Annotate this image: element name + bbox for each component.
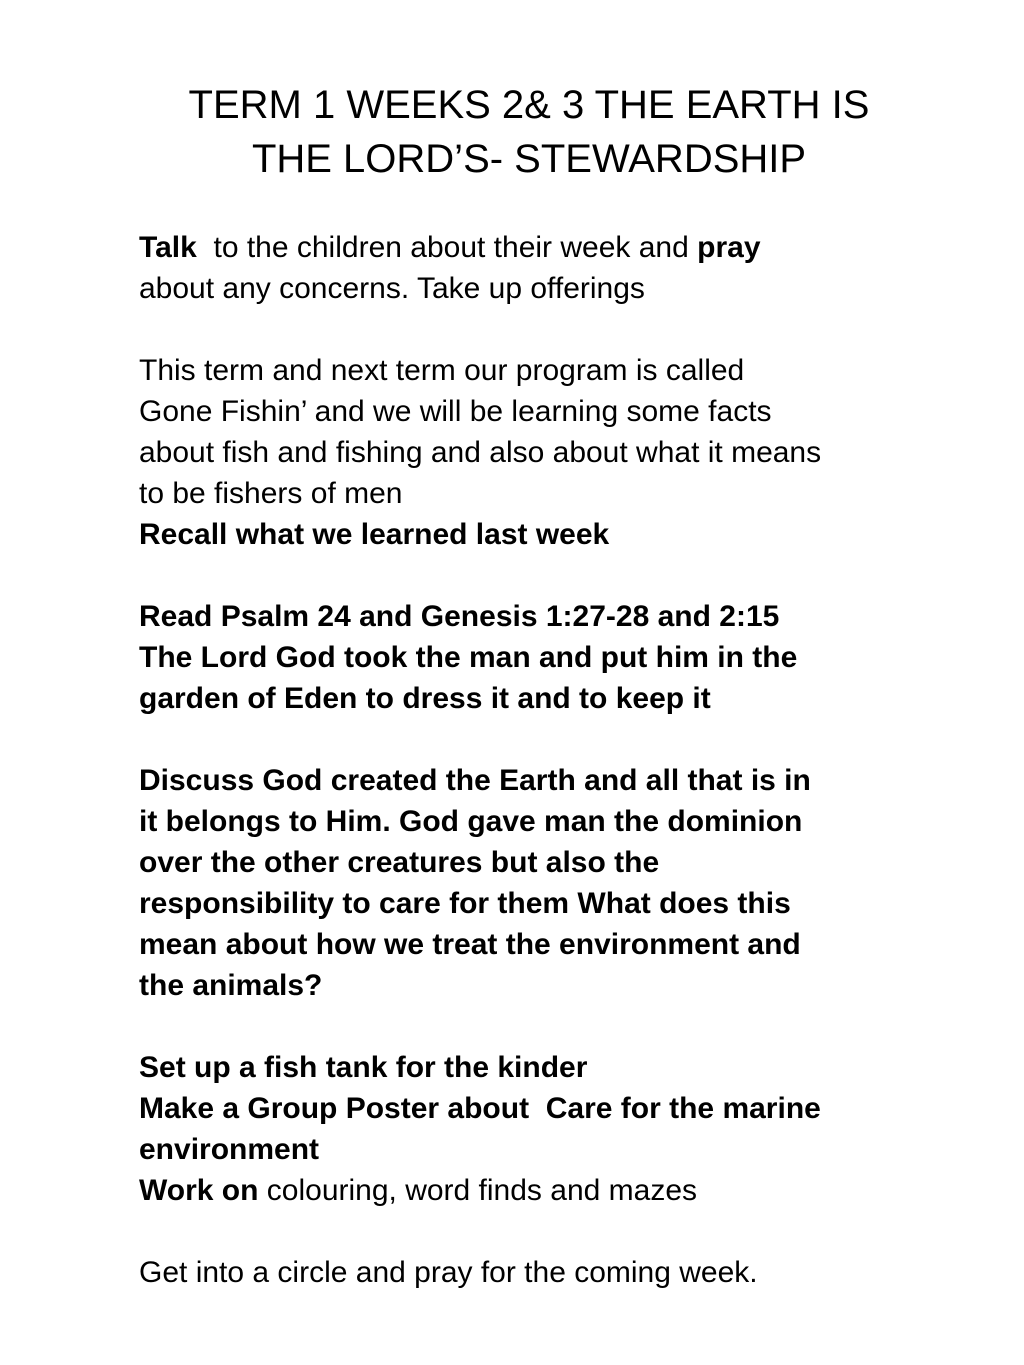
spacer (139, 1211, 939, 1252)
program-line-4: to be fishers of men (139, 477, 403, 510)
talk-keyword: Talk (139, 231, 197, 264)
pray-keyword: pray (697, 231, 761, 264)
page-title (100, 78, 958, 186)
work-on-line (139, 1170, 939, 1211)
program-line-3: about fish and fishing and also about what it means (139, 436, 822, 469)
poster-line-1: Make a Group Poster about Care for the marine (139, 1092, 821, 1125)
spacer (139, 309, 939, 350)
discuss-line-3: over the other creatures but also the (139, 846, 660, 879)
poster-line-2: environment (139, 1133, 320, 1166)
title-line-1: TERM 1 WEEKS 2& 3 THE EARTH IS (188, 83, 870, 127)
discuss-line-2: it belongs to Him. God gave man the dominion (139, 805, 803, 838)
closing-line: Get into a circle and pray for the coming week. (139, 1256, 758, 1289)
reading-line-3: garden of Eden to dress it and to keep it (139, 682, 711, 715)
reading-line-2: The Lord God took the man and put him in the (139, 641, 798, 674)
discuss-line-4: responsibility to care for them What does this (139, 887, 791, 920)
intro-line-1 (139, 227, 939, 268)
spacer (139, 719, 939, 760)
talk-text: to the children about their week and (196, 231, 698, 264)
spacer (139, 555, 939, 596)
discuss-line-1: Discuss God created the Earth and all that is in (139, 764, 811, 797)
spacer (139, 1006, 939, 1047)
lesson-body (139, 227, 939, 1293)
title-line-2: THE LORD’S- STEWARDSHIP (251, 137, 807, 181)
discuss-line-6: the animals? (139, 969, 323, 1002)
intro-line-2: about any concerns. Take up offerings (139, 272, 645, 305)
program-line-1: This term and next term our program is called (139, 354, 745, 387)
program-line-2: Gone Fishin’ and we will be learning some facts (139, 395, 772, 428)
work-on-keyword: Work on (139, 1174, 259, 1207)
reading-line-1: Read Psalm 24 and Genesis 1:27-28 and 2:15 (139, 600, 780, 633)
fish-tank-line: Set up a fish tank for the kinder (139, 1051, 588, 1084)
work-on-text: colouring, word finds and mazes (258, 1174, 698, 1207)
discuss-line-5: mean about how we treat the environment and (139, 928, 801, 961)
recall-line: Recall what we learned last week (139, 518, 610, 551)
